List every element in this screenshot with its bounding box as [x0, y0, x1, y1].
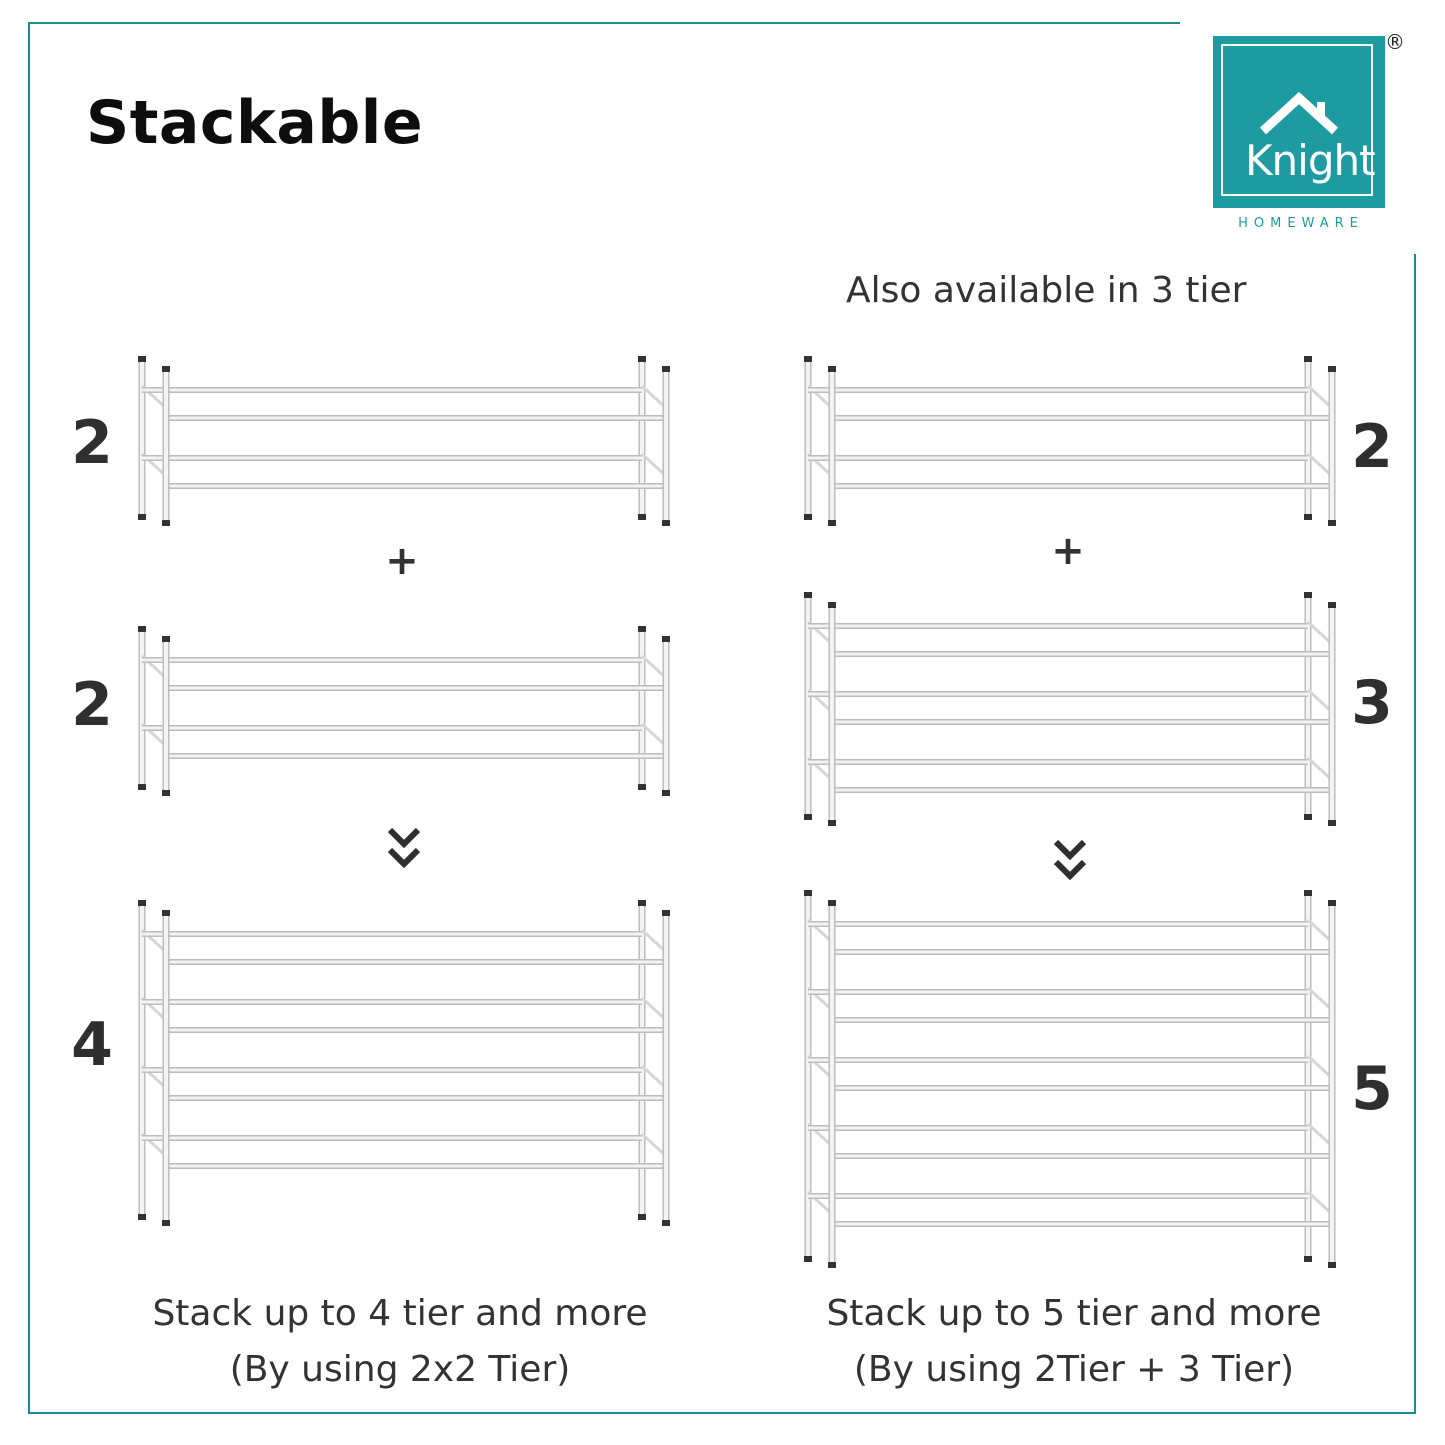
frame-bottom-border	[28, 1412, 1416, 1414]
rack-post-cap	[138, 626, 146, 632]
page-title: Stackable	[86, 88, 424, 158]
rack-side-brace	[642, 656, 666, 678]
rack-side-brace	[1308, 758, 1332, 780]
left-top-count: 2	[71, 408, 113, 478]
left-plus-sign: +	[385, 538, 419, 584]
rack-post-cap	[638, 356, 646, 362]
right-plus-sign: +	[1051, 528, 1085, 574]
right-result-count: 5	[1351, 1054, 1393, 1124]
rack-right-top	[800, 352, 1340, 534]
rack-side-brace	[642, 724, 666, 746]
rack-post-cap	[638, 626, 646, 632]
rack-post-cap	[1304, 592, 1312, 598]
rack-post-cap	[662, 910, 670, 916]
rack-post-cap	[1304, 356, 1312, 362]
rack-side-brace	[1308, 920, 1332, 942]
frame-left-border	[28, 22, 30, 1414]
right-chevron-double-down-icon	[1050, 838, 1090, 884]
rack-post-foot	[662, 520, 670, 526]
rack-post-cap	[804, 890, 812, 896]
rack-post-foot	[162, 790, 170, 796]
rack-side-brace	[642, 998, 666, 1020]
rack-post-foot	[804, 514, 812, 520]
left-caption-line1: Stack up to 4 tier and more	[152, 1293, 648, 1334]
availability-note: Also available in 3 tier	[846, 270, 1247, 311]
rack-post-cap	[138, 356, 146, 362]
rack-post-cap	[138, 900, 146, 906]
rack-post-cap	[1328, 366, 1336, 372]
rack-side-brace	[1308, 988, 1332, 1010]
rack-post-cap	[828, 602, 836, 608]
rack-post-foot	[1304, 514, 1312, 520]
left-caption-line2: (By using 2x2 Tier)	[229, 1349, 571, 1390]
rack-post-cap	[804, 592, 812, 598]
brand-logo	[1213, 30, 1405, 236]
rack-post-foot	[828, 520, 836, 526]
rack-left-bottom	[134, 896, 674, 1234]
rack-right-middle	[800, 588, 1340, 834]
rack-post-foot	[162, 520, 170, 526]
rack-side-brace	[642, 386, 666, 408]
right-top-count: 2	[1351, 412, 1393, 482]
left-chevron-double-down-icon	[384, 826, 424, 872]
rack-post-cap	[162, 636, 170, 642]
brand-name: Knight	[1245, 136, 1375, 185]
rack-post-cap	[662, 366, 670, 372]
rack-left-top	[134, 352, 674, 534]
rack-post-foot	[804, 814, 812, 820]
rack-post-foot	[138, 514, 146, 520]
registered-mark: ®	[1385, 30, 1405, 54]
rack-post-cap	[804, 356, 812, 362]
right-caption	[774, 1286, 1374, 1398]
rack-post-foot	[1328, 520, 1336, 526]
left-caption	[100, 1286, 700, 1398]
rack-post-cap	[662, 636, 670, 642]
rack-post-cap	[1304, 890, 1312, 896]
rack-side-brace	[1308, 386, 1332, 408]
frame-right-border	[1414, 254, 1416, 1414]
rack-post-foot	[1304, 1256, 1312, 1262]
rack-post-foot	[828, 820, 836, 826]
rack-left-middle	[134, 622, 674, 804]
rack-side-brace	[1308, 1192, 1332, 1214]
brand-tagline: HOMEWARE	[1238, 216, 1364, 231]
rack-side-brace	[1308, 1124, 1332, 1146]
rack-side-brace	[1308, 622, 1332, 644]
rack-post-foot	[1328, 1262, 1336, 1268]
right-caption-line2: (By using 2Tier + 3 Tier)	[853, 1349, 1295, 1390]
rack-post-cap	[162, 366, 170, 372]
rack-side-brace	[1308, 1056, 1332, 1078]
rack-side-brace	[1308, 690, 1332, 712]
rack-post-foot	[638, 1214, 646, 1220]
rack-side-brace	[642, 930, 666, 952]
rack-side-brace	[642, 1066, 666, 1088]
frame-top-border	[28, 22, 1180, 24]
rack-side-brace	[642, 454, 666, 476]
rack-post-foot	[1304, 814, 1312, 820]
rack-post-cap	[638, 900, 646, 906]
rack-post-foot	[138, 784, 146, 790]
rack-right-bottom	[800, 886, 1340, 1276]
right-middle-count: 3	[1351, 668, 1393, 738]
rack-post-foot	[662, 790, 670, 796]
rack-post-cap	[828, 366, 836, 372]
rack-side-brace	[642, 1134, 666, 1156]
rack-post-foot	[162, 1220, 170, 1226]
rack-post-foot	[1328, 820, 1336, 826]
rack-post-foot	[828, 1262, 836, 1268]
rack-post-cap	[1328, 900, 1336, 906]
rack-post-foot	[662, 1220, 670, 1226]
rack-post-foot	[638, 514, 646, 520]
rack-side-brace	[1308, 454, 1332, 476]
rack-post-foot	[804, 1256, 812, 1262]
right-caption-line1: Stack up to 5 tier and more	[826, 1293, 1322, 1334]
rack-post-foot	[638, 784, 646, 790]
rack-post-cap	[1328, 602, 1336, 608]
logo-box	[1213, 36, 1385, 208]
rack-post-cap	[828, 900, 836, 906]
rack-post-cap	[162, 910, 170, 916]
left-result-count: 4	[71, 1010, 113, 1080]
left-middle-count: 2	[71, 670, 113, 740]
rack-post-foot	[138, 1214, 146, 1220]
